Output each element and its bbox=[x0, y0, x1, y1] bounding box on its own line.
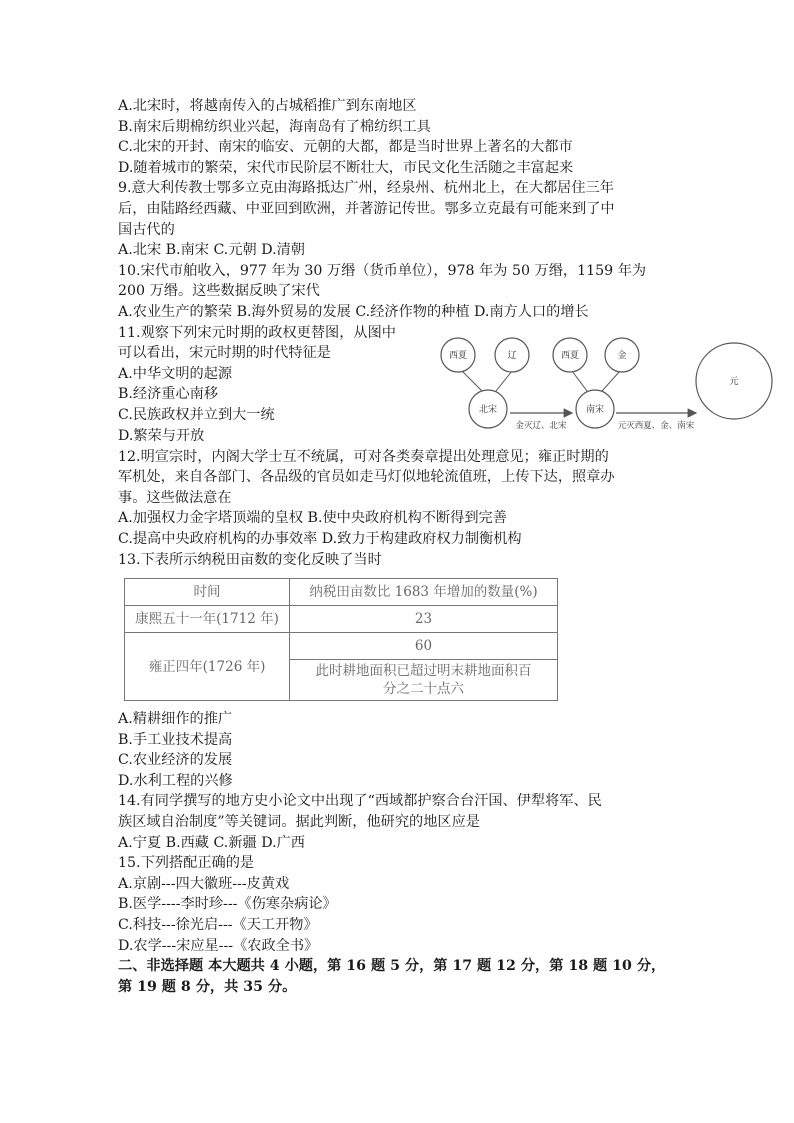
q14-stem-line-1: 14.有同学撰写的地方史小论文中出现了“西域都护察合台汗国、伊犁将军、民 bbox=[118, 793, 602, 810]
q15-stem: 15.下列搭配正确的是 bbox=[118, 855, 255, 872]
q11-stem-line-1: 11.观察下列宋元时期的政权更替图，从图中 bbox=[118, 324, 396, 341]
regime-succession-diagram bbox=[440, 329, 780, 439]
table-cell-value: 23 bbox=[290, 606, 558, 633]
question-15 bbox=[118, 853, 678, 956]
q13-option-a[interactable]: A.精耕细作的推广 bbox=[118, 711, 233, 728]
table-cell-time: 康熙五十一年(1712 年) bbox=[125, 606, 290, 633]
section-2-line-1: 二、非选择题 本大题共 4 小题，第 16 题 5 分，第 17 题 12 分，第 18 题 10 分， bbox=[118, 958, 666, 975]
question-11 bbox=[118, 323, 739, 447]
q9-stem-line-1: 9.意大利传教士鄂多立克由海路抵达广州，经泉州、杭州北上，在大都居住三年 bbox=[118, 180, 614, 197]
question-13 bbox=[118, 550, 678, 792]
table-note-line-1: 此时耕地面积已超过明末耕地面积百 bbox=[315, 663, 532, 680]
q8-option-c[interactable]: C.北宋的开封、南宋的临安、元朝的大都，都是当时世界上著名的大都市 bbox=[118, 139, 573, 156]
table-row bbox=[125, 606, 558, 633]
q15-option-d[interactable]: D.农学---宋应星---《农政全书》 bbox=[118, 937, 319, 954]
q8-option-d[interactable]: D.随着城市的繁荣，宋代市民阶层不断壮大，市民文化生活随之丰富起来 bbox=[118, 159, 574, 176]
connector-line bbox=[572, 371, 587, 391]
node-label-nansong: 南宋 bbox=[585, 404, 605, 415]
q15-option-a[interactable]: A.京剧---四大徽班---皮黄戏 bbox=[118, 875, 290, 892]
q11-option-b[interactable]: B.经济重心南移 bbox=[118, 386, 219, 403]
tax-land-table bbox=[124, 578, 558, 701]
q12-stem-line-3: 事。这些做法意在 bbox=[118, 489, 232, 506]
question-14 bbox=[118, 791, 678, 853]
q11-option-a[interactable]: A.中华文明的起源 bbox=[118, 365, 233, 382]
connector-line bbox=[462, 371, 482, 391]
q11-stem-line-2: 可以看出，宋元时期的时代特征是 bbox=[118, 345, 331, 362]
connector-line bbox=[496, 371, 512, 391]
table-row bbox=[125, 633, 558, 660]
q14-stem-line-2: 族区域自治制度”等关键词。据此判断，他研究的地区应是 bbox=[118, 814, 480, 831]
table-cell-time: 雍正四年(1726 年) bbox=[125, 633, 290, 701]
q15-option-b[interactable]: B.医学----李时珍---《伤寒杂病论》 bbox=[118, 896, 337, 913]
q10-options[interactable]: A.农业生产的繁荣 B.海外贸易的发展 C.经济作物的种植 D.南方人口的增长 bbox=[118, 303, 589, 320]
table-header-row bbox=[125, 579, 558, 606]
q11-text bbox=[118, 323, 448, 447]
q8-options bbox=[118, 96, 678, 178]
q8-option-b[interactable]: B.南宋后期棉纺织业兴起，海南岛有了棉纺织工具 bbox=[118, 118, 431, 135]
node-label-xixia-2: 西夏 bbox=[560, 350, 580, 361]
node-label-yuan: 元 bbox=[729, 376, 739, 387]
q13-option-b[interactable]: B.手工业技术提高 bbox=[118, 731, 233, 748]
q14-options[interactable]: A.宁夏 B.西藏 C.新疆 D.广西 bbox=[118, 834, 305, 851]
q12-stem-line-2: 军机处，来自各部门、各品级的官员如走马灯似地轮流值班，上传下达，照章办 bbox=[118, 469, 615, 486]
q12-options-cd[interactable]: C.提高中央政府机构的办事效率 D.致力于构建政府权力制衡机构 bbox=[118, 530, 522, 547]
q13-stem: 13.下表所示纳税田亩数的变化反映了当时 bbox=[118, 551, 382, 568]
node-label-liao: 辽 bbox=[507, 350, 517, 361]
section-2-heading bbox=[118, 956, 678, 997]
table-header-time: 时间 bbox=[125, 579, 290, 606]
question-12 bbox=[118, 447, 678, 550]
table-note-line-2: 分之二十点六 bbox=[383, 681, 464, 698]
table-header-increase: 纳税田亩数比 1683 年增加的数量(%) bbox=[290, 579, 558, 606]
q9-stem-line-2: 后，由陆路经西藏、中亚回到欧洲，并著游记传世。鄂多立克最有可能来到了中 bbox=[118, 200, 615, 217]
q9-stem-line-3: 国古代的 bbox=[118, 221, 175, 238]
question-9 bbox=[118, 178, 678, 260]
q12-stem-line-1: 12.明宣宗时，内阁大学士互不统属，可对各类奏章提出处理意见；雍正时期的 bbox=[118, 448, 609, 465]
q11-option-c[interactable]: C.民族政权并立到大一统 bbox=[118, 406, 275, 423]
q8-option-a[interactable]: A.北宋时，将越南传入的占城稻推广到东南地区 bbox=[118, 98, 417, 114]
node-label-beisong: 北宋 bbox=[478, 404, 498, 415]
node-label-xixia-1: 西夏 bbox=[448, 350, 468, 361]
q15-option-c[interactable]: C.科技---徐光启---《天工开物》 bbox=[118, 917, 318, 934]
connector-line bbox=[602, 371, 620, 391]
q13-option-c[interactable]: C.农业经济的发展 bbox=[118, 752, 233, 769]
q11-option-d[interactable]: D.繁荣与开放 bbox=[118, 427, 205, 444]
q9-options[interactable]: A.北宋 B.南宋 C.元朝 D.清朝 bbox=[118, 242, 305, 259]
q10-stem-line-2: 200 万缗。这些数据反映了宋代 bbox=[118, 283, 320, 300]
arrow-label-2: 元灭西夏、金、南宋 bbox=[617, 420, 695, 431]
section-2-line-2: 第 19 题 8 分，共 35 分。 bbox=[118, 978, 297, 995]
q12-options-ab[interactable]: A.加强权力金字塔顶端的皇权 B.使中央政府机构不断得到完善 bbox=[118, 510, 507, 527]
node-label-jin: 金 bbox=[617, 350, 627, 361]
question-10 bbox=[118, 261, 678, 323]
q13-option-d[interactable]: D.水利工程的兴修 bbox=[118, 772, 233, 789]
arrow-label-1: 金灭辽、北宋 bbox=[515, 420, 567, 431]
q10-stem-line-1: 10.宋代市舶收入，977 年为 30 万缗（货币单位），978 年为 50 万缗，1159 年为 bbox=[118, 262, 647, 279]
table-cell-value: 60 bbox=[290, 633, 558, 660]
table-cell-note bbox=[290, 660, 558, 701]
exam-page bbox=[118, 96, 739, 997]
